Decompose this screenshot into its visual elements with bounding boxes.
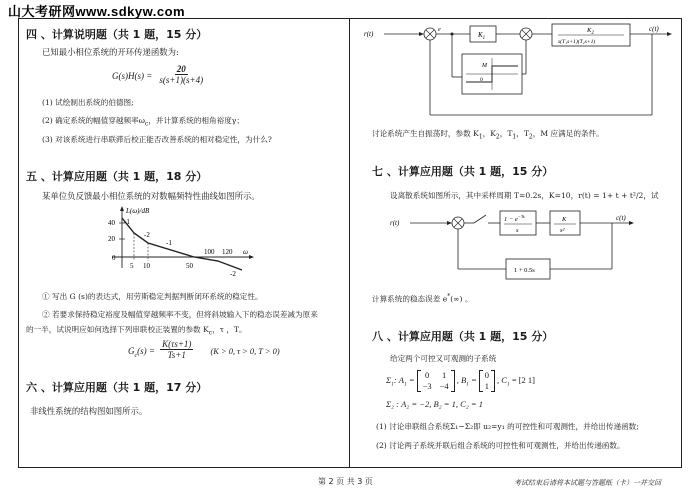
bode-xtick-100: 100	[204, 248, 215, 256]
section-5-q1: ① 写出 G (s)的表达式，用劳斯稳定判据判断闭环系统的稳定性。	[42, 292, 263, 301]
diag7-g-num: K	[562, 216, 567, 223]
column-divider	[349, 18, 350, 468]
page-number: 第 2 页 共 3 页	[318, 477, 373, 486]
bode-ylabel: L(ω)/dB	[126, 207, 150, 215]
diag6-plant: s(T₁s+1)(T₂s+1)	[558, 39, 596, 45]
diag6-zero: 0	[480, 77, 483, 83]
bode-slope-4: -2	[230, 270, 236, 278]
section-6-intro: 非线性系统的结构图如图所示。	[30, 406, 148, 416]
q2b-sub: c	[208, 329, 213, 337]
section-8-sys1: $\Sigma_1$: $A_1$ = 0 1 −3 −4 , $B_1$ = 0 1 , $C_1 = [2$ 1]	[386, 370, 536, 391]
item-2-text: (2) 确定系统的幅值穿越频率ω	[42, 116, 145, 125]
diag7-g-den: s²	[560, 227, 565, 234]
section-6-title: 六 、计算应用题（共 1 题，17 分）	[26, 381, 208, 394]
section-5-intro: 某单位负反馈最小相位系统的对数幅频特性曲线如图所示。	[42, 191, 260, 201]
diag6-e: e	[438, 27, 441, 33]
item-2-tail: ，并计算系统的相角裕度γ；	[148, 116, 244, 125]
bode-curve	[122, 218, 242, 270]
section-5-title: 五 、计算应用题（共 1 题，18 分）	[26, 170, 208, 183]
diag7-zoh-den: s	[516, 227, 519, 234]
q2b-text: 的一半，试说明应如何选择下列串联校正装置的参数 K	[26, 325, 209, 334]
item-2-sub: c	[144, 120, 149, 128]
section-8-q2: (2) 讨论两子系统并联后组合系统的可控性和可观测性，并给出传递函数。	[376, 441, 625, 450]
formula-denominator: s(s+1)(s+4)	[159, 75, 204, 85]
bode-ytick-0: 0	[112, 254, 116, 262]
section-6-question: 讨论系统产生自振荡时，参数 $K_1$，$K_2$，$T_1$，$T_2$，M 应满足的条件。	[372, 129, 604, 141]
diag6-m: M	[482, 63, 487, 69]
gc-lhs: G	[128, 346, 135, 356]
diag7-r: r(t)	[390, 219, 400, 227]
diag7-fb: 1 + 0.5s	[514, 267, 535, 274]
section-7-intro: 设离散系统如图所示，其中采样周期 T=0.2s，K=10，r(t) = 1+ t + t²/2，试	[390, 191, 659, 200]
footer-note: 考试结束后请将本试题与答题纸（卡）一并交回	[514, 479, 661, 487]
section-7-question: 计算系统的稳态误差 e*(∞) 。	[372, 293, 473, 304]
diag6-k2: $K_2$	[587, 27, 594, 36]
bode-xtick-5: 5	[130, 262, 134, 270]
section-8-sys2: Σ₂ : A₂ = −2, B₂ = 1, C₂ = 1	[386, 399, 483, 409]
section-4-item-3: (3) 对该系统进行串联滞后校正能否改善系统的相对稳定性，为什么?	[42, 135, 272, 144]
q2b-tail: ，τ ，T。	[212, 325, 247, 334]
section-7-title: 七 、计算应用题（共 1 题，15 分）	[372, 165, 554, 178]
gc-fraction	[160, 339, 193, 360]
formula-numerator: 20	[176, 64, 186, 74]
matrix-a1: 0 1 −3 −4	[417, 370, 455, 392]
gc-lhs-tail: (s) =	[137, 346, 155, 356]
section-5-gc-formula	[128, 339, 280, 360]
section-4-intro: 已知最小相位系统的开环传递函数为:	[42, 47, 179, 57]
watermark: 山大考研网www.sdkyw.com	[8, 4, 186, 19]
bode-omega: ω	[243, 248, 248, 256]
bode-slope-3: -1	[166, 239, 172, 247]
diag6-r: r(t)	[364, 30, 374, 38]
bode-ytick-20: 20	[108, 235, 115, 243]
diag7-c: c(t)	[616, 214, 626, 222]
bode-xtick-50: 50	[186, 262, 193, 270]
bode-slope-2: -2	[144, 231, 150, 239]
section-5-q2a: ② 若要求保持稳定裕度及幅值穿越频率不变，但将斜坡输入下的稳态误差减为原来	[42, 310, 318, 319]
section-4-item-2	[42, 115, 244, 130]
matrix-b1: 0 1	[479, 370, 495, 392]
section-4-formula	[112, 64, 205, 85]
bode-plot	[100, 204, 260, 284]
gc-lhs-sub: c	[134, 352, 138, 359]
section-5-q2b	[26, 324, 247, 339]
section-4-title: 四 、计算说明题（共 1 题，15 分）	[26, 28, 208, 41]
discrete-diagram	[390, 203, 650, 285]
bode-xtick-120: 120	[222, 248, 233, 256]
gc-denominator: Ts+1	[167, 350, 186, 360]
section-8-title: 八 、计算应用题（共 1 题，15 分）	[372, 330, 554, 343]
nonlinear-diagram	[362, 22, 678, 122]
formula-lhs: G(s)H(s) =	[112, 71, 153, 81]
gc-condition: (K > 0, τ > 0, T > 0)	[210, 347, 280, 356]
bode-xtick-10: 10	[143, 262, 150, 270]
sampler-switch	[474, 215, 486, 223]
gc-numerator: K(τs+1)	[162, 339, 192, 349]
formula-fraction	[157, 64, 205, 85]
section-4-item-1: (1) 试绘制出系统的伯德图;	[42, 98, 134, 107]
diag7-zoh-num: $1 - e^{-Ts}$	[504, 214, 525, 223]
diag6-k1: $K_1$	[478, 31, 486, 41]
section-8-intro: 给定两个可控又可观测的子系统	[390, 354, 497, 363]
section-8-q1: (1) 讨论串联组合系统Σ₁−Σ₂即 u₂=y₁ 的可控性和可观测性，并给出传递函数;	[376, 422, 639, 431]
bode-slope-1: -1	[124, 218, 130, 226]
diag6-c: c(t)	[649, 25, 659, 33]
bode-ytick-40: 40	[108, 219, 115, 227]
